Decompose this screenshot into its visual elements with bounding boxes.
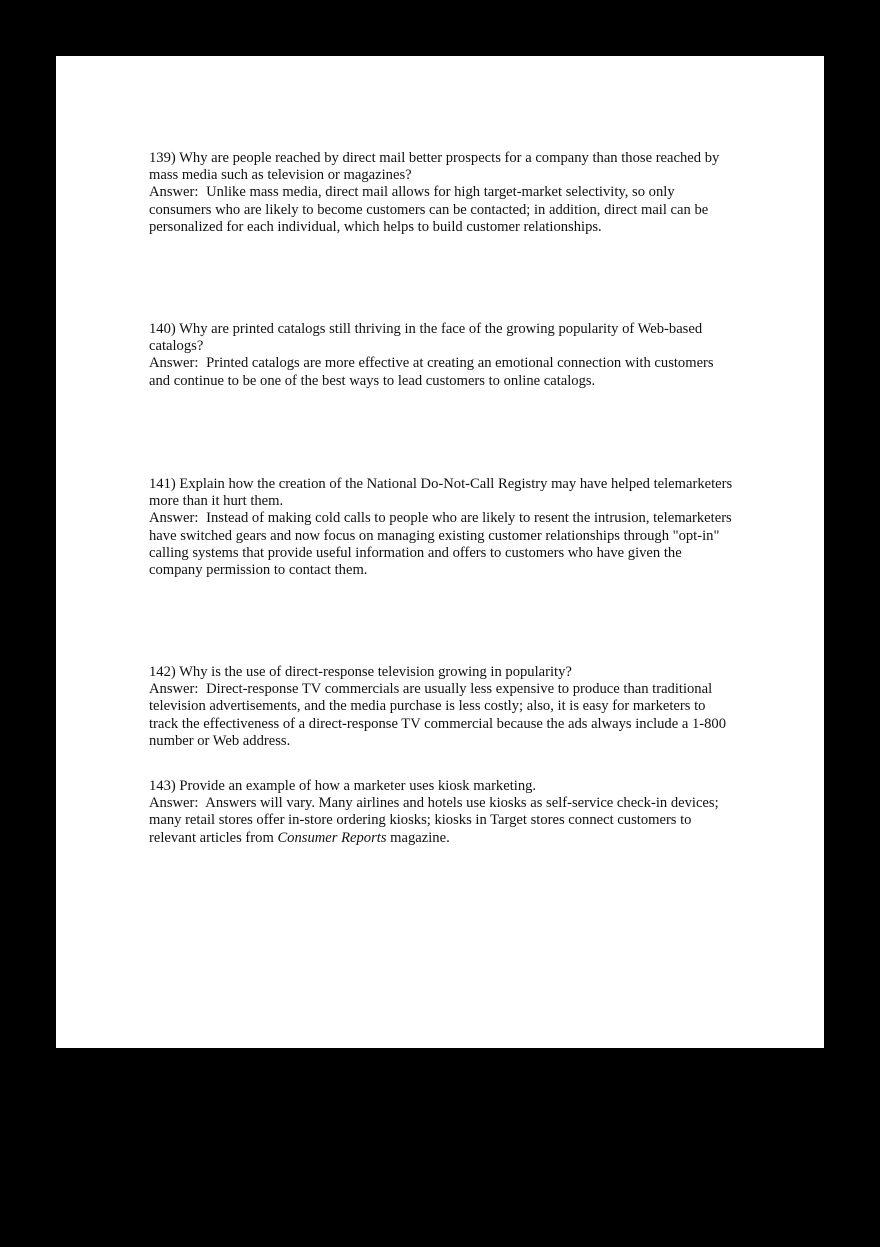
question-text: 140) Why are printed catalogs still thriving in the face of the growing popularity of Web-based catalogs? bbox=[149, 321, 703, 355]
question-141 bbox=[149, 476, 734, 579]
answer-text: Answer: Printed catalogs are more effective at creating an emotional connection with customers and continue to be one of the best ways to lead customers to online catalogs. bbox=[149, 355, 714, 389]
question-number: 143) bbox=[149, 778, 176, 794]
question-143 bbox=[149, 778, 734, 847]
question-number: 141) bbox=[149, 476, 176, 492]
answer-label: Answer: bbox=[149, 510, 199, 527]
answer-label: Answer: bbox=[149, 681, 199, 698]
answer-text: Answer: Instead of making cold calls to people who are likely to resent the intrusion, telemarketers have switched gears and now focus on managing existing customer relationships through "opt-in" calling systems that provide useful information and offers to customers who have given the company permission to contact them. bbox=[149, 510, 732, 579]
question-number: 140) bbox=[149, 321, 176, 337]
question-142 bbox=[149, 664, 734, 750]
question-number: 142) bbox=[149, 664, 176, 680]
question-139 bbox=[149, 150, 734, 236]
answer-label: Answer: bbox=[149, 184, 199, 201]
publication-title: Consumer Reports bbox=[277, 829, 387, 846]
question-text: 139) Why are people reached by direct mail better prospects for a company than those reached by mass media such as television or magazines? bbox=[149, 150, 720, 184]
answer-text: Answer: Unlike mass media, direct mail allows for high target-market selectivity, so only consumers who are likely to become customers can be contacted; in addition, direct mail can be personalized for each individual, which helps to build customer relationships. bbox=[149, 184, 709, 235]
answer-text: Answer: Answers will vary. Many airlines and hotels use kiosks as self-service check-in devices; many retail stores offer in-store ordering kiosks; kiosks in Target stores connect customers to relevant articles from Consumer Reports magazine. bbox=[149, 795, 719, 846]
question-text: 143) Provide an example of how a marketer uses kiosk marketing. bbox=[149, 778, 537, 794]
question-number: 139) bbox=[149, 150, 176, 166]
document-page bbox=[56, 56, 824, 1048]
answer-label: Answer: bbox=[149, 795, 199, 812]
question-140 bbox=[149, 321, 734, 390]
answer-label: Answer: bbox=[149, 355, 199, 372]
answer-text: Answer: Direct-response TV commercials are usually less expensive to produce than traditional television advertisements, and the media purchase is less costly; also, it is easy for marketers to track the effectiveness of a direct-response TV commercial because the ads always include a 1-800 number or Web address. bbox=[149, 681, 727, 749]
question-text: 141) Explain how the creation of the National Do-Not-Call Registry may have helped telemarketers more than it hurt them. bbox=[149, 476, 733, 510]
question-text: 142) Why is the use of direct-response television growing in popularity? bbox=[149, 664, 572, 680]
